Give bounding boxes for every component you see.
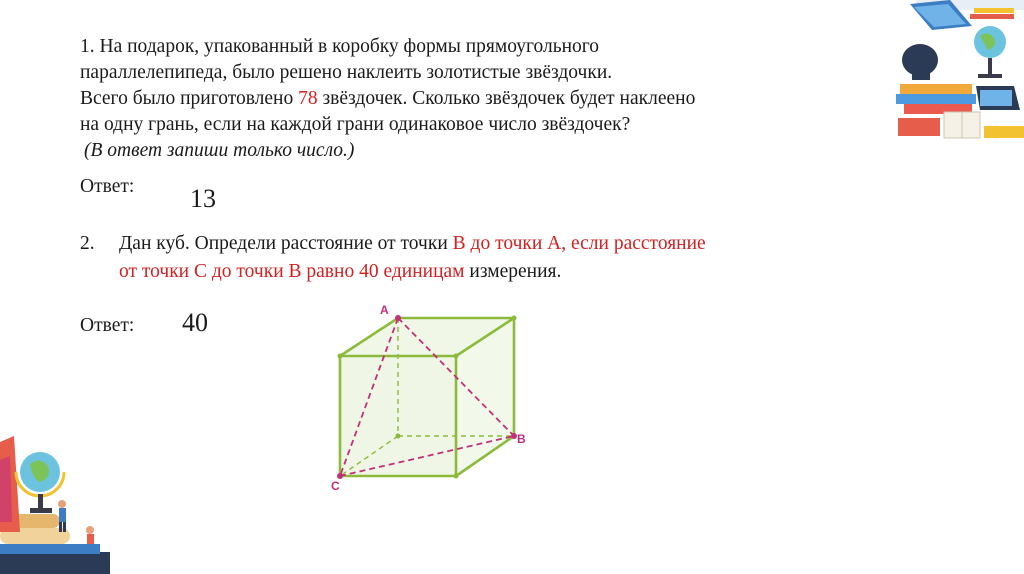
problem-2-line-2 xyxy=(119,258,561,286)
problem-1-line-4: на одну грань, если на каждой грани одинаковое число звёздочек? xyxy=(80,114,631,135)
cube-vertex xyxy=(338,354,343,359)
label-a: A xyxy=(380,303,389,317)
cube-vertex xyxy=(396,434,401,439)
cube-vertex xyxy=(454,474,459,479)
problem-1-line-3 xyxy=(80,86,880,112)
point-a xyxy=(395,315,401,321)
cube-vertex xyxy=(512,316,517,321)
cube-vertex xyxy=(454,354,459,359)
education-illustration-bottom-left xyxy=(0,432,110,574)
label-c: C xyxy=(331,479,340,493)
answer-2-value: 40 xyxy=(182,308,208,337)
answer-1-value: 13 xyxy=(190,184,216,213)
problem-2-line-1 xyxy=(119,230,706,258)
problem-1-line-3-end: звёздочек. Сколько звёздочек будет наклеено xyxy=(317,88,696,109)
problem-1-note: (В ответ запиши только число.) xyxy=(84,140,355,161)
problem-1-line-3-start: Всего было приготовлено xyxy=(80,88,299,109)
problem-2-line-1-highlight: В до точки А, если расстояние xyxy=(452,233,706,254)
problem-2-line-2-highlight: от точки С до точки В равно 40 единицам xyxy=(119,261,465,282)
problem-1-line-2: параллелепипеда, было решено наклеить золотистые звёздочки. xyxy=(80,62,613,83)
problem-1-text xyxy=(80,34,880,164)
problem-1-line-1: 1. На подарок, упакованный в коробку формы прямоугольного xyxy=(80,36,600,57)
answer-1-label: Ответ: xyxy=(80,176,135,197)
star-count: 78 xyxy=(298,88,318,109)
problem-2-line-1-start: Дан куб. Определи расстояние от точки xyxy=(119,233,453,254)
answer-2-label: Ответ: xyxy=(80,315,135,336)
label-b: B xyxy=(517,432,526,446)
problem-2-number: 2. xyxy=(80,233,95,254)
cube-diagram xyxy=(320,300,540,500)
education-illustration-top-right xyxy=(880,0,1024,150)
problem-2-line-2-end: измерения. xyxy=(464,261,562,282)
